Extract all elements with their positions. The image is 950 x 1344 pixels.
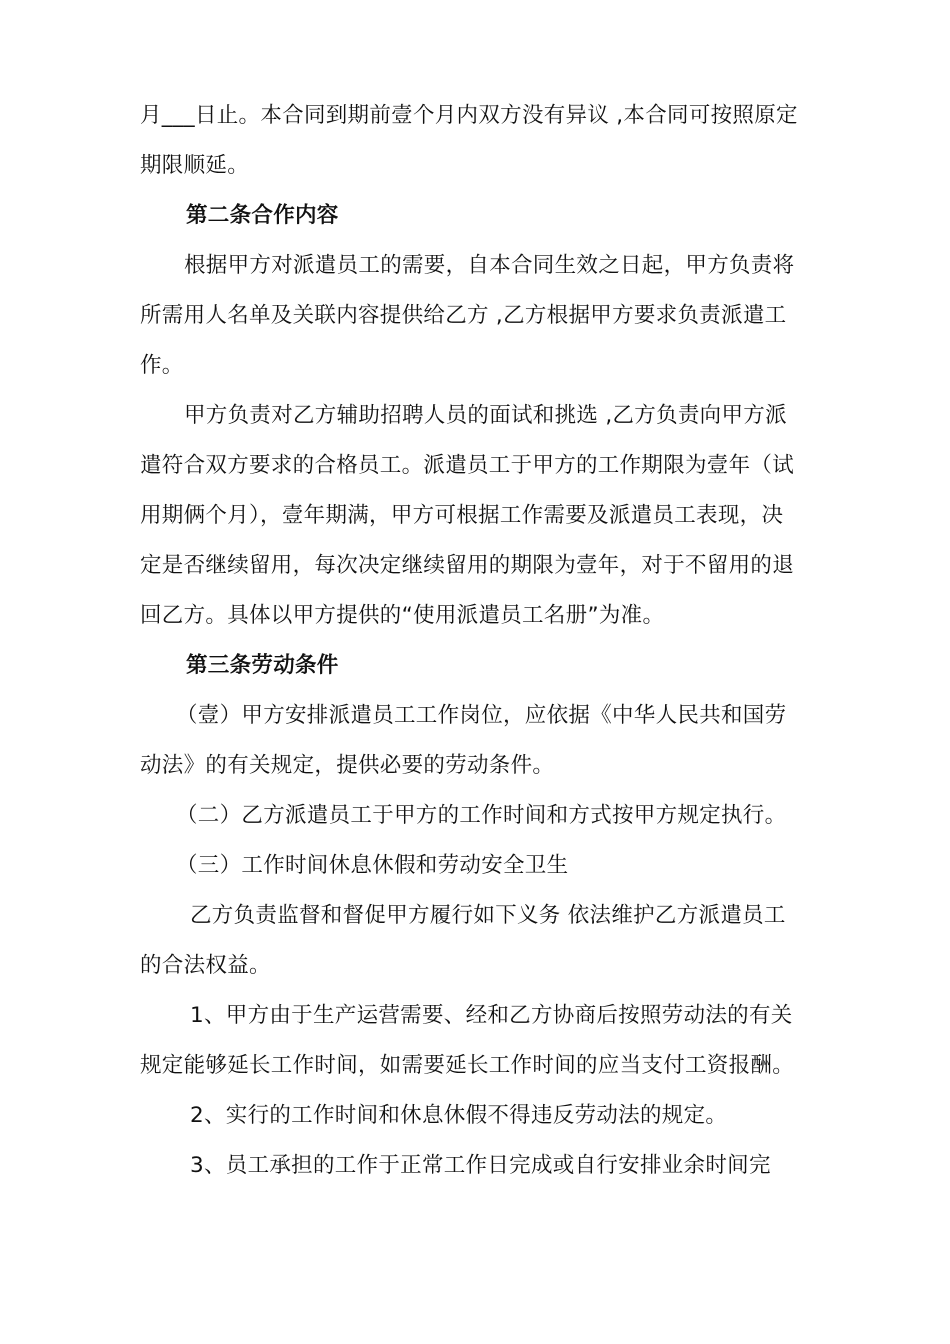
paragraph-line: 规定能够延长工作时间，如需要延长工作时间的应当支付工资报酬。	[140, 1053, 795, 1078]
section-heading: 第二条合作内容	[186, 203, 339, 228]
paragraph-line: 所需用人名单及关联内容提供给乙方 ,乙方根据甲方要求负责派遣工	[140, 303, 787, 328]
paragraph-line: 动法》的有关规定，提供必要的劳动条件。	[140, 753, 555, 778]
paragraph-line: 的合法权益。	[140, 953, 271, 978]
paragraph-line: 期限顺延。	[140, 153, 250, 178]
paragraph-line: 2、实行的工作时间和休息休假不得违反劳动法的规定。	[190, 1103, 728, 1128]
paragraph-line: 乙方负责监督和督促甲方履行如下义务 依法维护乙方派遣员工	[190, 903, 786, 928]
paragraph-line: 甲方负责对乙方辅助招聘人员的面试和挑选 ,乙方负责向甲方派	[184, 403, 787, 428]
paragraph-line: 作。	[140, 353, 184, 378]
paragraph-line: 3、员工承担的工作于正常工作日完成或自行安排业余时间完	[190, 1153, 771, 1178]
paragraph-line: （壹）甲方安排派遣员工工作岗位，应依据《中华人民共和国劳	[176, 703, 787, 728]
paragraph-line: （二）乙方派遣员工于甲方的工作时间和方式按甲方规定执行。	[176, 803, 787, 828]
paragraph-line: 用期俩个月），壹年期满，甲方可根据工作需要及派遣员工表现，决	[140, 503, 784, 528]
paragraph-line: 定是否继续留用，每次决定继续留用的期限为壹年，对于不留用的退	[140, 553, 795, 578]
paragraph-line: 根据甲方对派遣员工的需要，自本合同生效之日起，甲方负责将	[184, 253, 795, 278]
paragraph-line: 月___日止。本合同到期前壹个月内双方没有异议 ,本合同可按照原定	[140, 103, 798, 128]
paragraph-line: （三）工作时间休息休假和劳动安全卫生	[176, 853, 569, 878]
paragraph-line: 回乙方。具体以甲方提供的“使用派遣员工名册”为准。	[140, 603, 665, 628]
paragraph-line: 遣符合双方要求的合格员工。派遣员工于甲方的工作期限为壹年（试	[140, 453, 795, 478]
section-heading: 第三条劳动条件	[186, 653, 339, 678]
paragraph-line: 1、甲方由于生产运营需要、经和乙方协商后按照劳动法的有关	[190, 1003, 793, 1028]
